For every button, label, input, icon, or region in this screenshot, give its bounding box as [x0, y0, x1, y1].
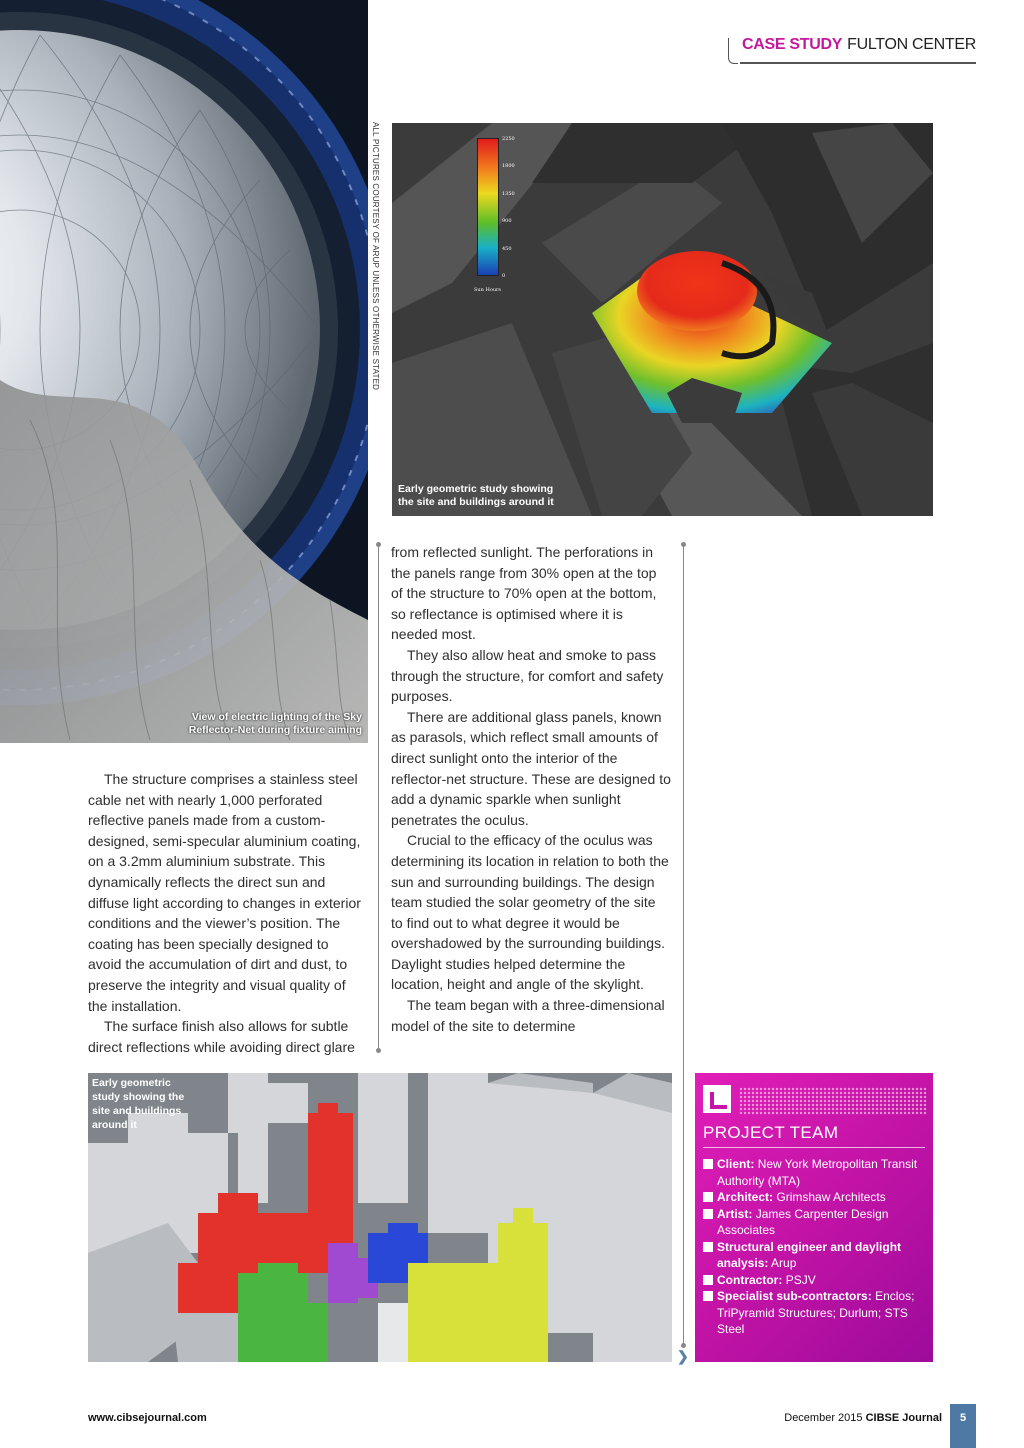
body-paragraph: The surface finish also allows for subtle direct reflections while avoiding direct glare: [88, 1018, 355, 1055]
city-render-caption: [92, 1076, 184, 1132]
legend-tick: 900: [502, 218, 512, 224]
dome-caption: [189, 711, 362, 737]
solar-map-image: [392, 123, 933, 516]
team-member: [703, 1189, 925, 1206]
dot-pattern: [739, 1087, 927, 1115]
team-role: Structural engineer and daylight analysis:: [717, 1239, 902, 1270]
continue-chevron-icon: ❯: [677, 1348, 689, 1364]
header-rule: [740, 62, 976, 64]
legend-tick: 2250: [502, 136, 515, 142]
dome-illustration: [0, 0, 368, 743]
project-team-list: [703, 1156, 925, 1338]
team-name: New York Metropolitan Transit Authority (MTA): [717, 1157, 918, 1188]
sun-hours-legend-bar: [477, 138, 499, 276]
footer-url[interactable]: www.cibsejournal.com: [88, 1412, 207, 1424]
body-paragraph: from reflected sunlight. The perforations in the panels range from 30% open at the top of the structure to 70% open at the bottom, so reflectance is optimised where it is needed most.: [391, 544, 657, 643]
legend-tick: 450: [502, 246, 512, 252]
body-column-middle: [391, 542, 671, 1036]
section-label: CASE STUDY: [742, 36, 843, 53]
dome-photo: [0, 0, 368, 743]
solar-caption-line: the site and buildings around it: [398, 496, 554, 508]
project-team-heading: PROJECT TEAM: [703, 1123, 925, 1148]
legend-tick: 1800: [502, 163, 515, 169]
footer-journal: CIBSE Journal: [865, 1412, 942, 1424]
team-name: PSJV: [785, 1272, 816, 1287]
photo-credit: [370, 122, 382, 391]
team-member: [703, 1288, 925, 1338]
solar-map-illustration: [392, 123, 933, 516]
legend-unit: Sun Hours: [474, 287, 502, 293]
column-divider: [378, 545, 379, 1050]
team-name: Grimshaw Architects: [776, 1190, 886, 1204]
body-column-left: [88, 769, 364, 1057]
section-header: [742, 36, 976, 54]
team-role: Artist:: [717, 1206, 753, 1221]
team-member: [703, 1206, 925, 1239]
team-role: Client:: [717, 1157, 755, 1171]
dome-caption-line: View of electric lighting of the Sky: [191, 711, 362, 723]
body-paragraph: The structure comprises a stainless steel cable net with nearly 1,000 perforated reflective panels made from a custom-designed, semi-specular aluminium coating, on a 3.2mm aluminium substrate. This dynamically reflects the direct sun and diffuse light according to changes in exterior conditions and the viewer’s position. The coating has been specially designed to avoid the accumulation of dirt and dust, to preserve the integrity and visual quality of the installation.: [88, 771, 361, 1014]
photo-credit-text: ALL PICTURES COURTESY OF ARUP UNLESS OTHERWISE STATED: [371, 122, 380, 391]
dome-caption-line: Reflector-Net during fixture aiming: [188, 724, 362, 736]
city-caption-line: around it: [92, 1119, 137, 1131]
cibse-logo-icon: [703, 1085, 731, 1113]
legend-tick: 1350: [502, 191, 515, 197]
article-title: FULTON CENTER: [847, 36, 976, 53]
body-paragraph: There are additional glass panels, known as parasols, which reflect small amounts of direct sunlight onto the interior of the reflector-net structure. These are designed to add a dynamic sparkle when sunlight penetrates the oculus.: [391, 708, 671, 828]
team-member: [703, 1272, 925, 1289]
team-role: Contractor:: [717, 1272, 783, 1287]
footer-issue: [784, 1412, 942, 1424]
city-caption-line: Early geometric: [92, 1077, 171, 1089]
team-name: Arup: [771, 1256, 797, 1270]
body-paragraph: The team began with a three-dimensional model of the site to determine: [391, 997, 665, 1034]
solar-map-caption: [398, 483, 554, 509]
team-role: Specialist sub-contractors:: [717, 1289, 872, 1303]
legend-tick: 0: [502, 273, 506, 279]
header-bracket: [728, 38, 738, 64]
team-role: Architect:: [717, 1190, 774, 1204]
footer-date: December 2015: [784, 1412, 863, 1424]
team-member: [703, 1156, 925, 1189]
page-number: 5: [950, 1404, 976, 1448]
city-caption-line: site and buildings: [92, 1105, 182, 1117]
project-team-box: [695, 1073, 933, 1362]
team-name: James Carpenter Design Associates: [717, 1206, 889, 1237]
body-paragraph: They also allow heat and smoke to pass through the structure, for comfort and safety purposes.: [391, 646, 664, 705]
column-divider: [683, 545, 684, 1345]
team-name: Enclos; TriPyramid Structures; Durlum; STS Steel: [717, 1289, 915, 1336]
city-render-image: [88, 1073, 672, 1362]
body-paragraph: Crucial to the efficacy of the oculus was determining its location in relation to both the sun and surrounding buildings. The design team studied the solar geometry of the site to find out to what degree it would be overshadowed by the surrounding buildings. Daylight studies helped determine the location, height and angle of the skylight.: [391, 832, 669, 993]
solar-caption-line: Early geometric study showing: [398, 483, 554, 495]
team-member: [703, 1239, 925, 1272]
city-caption-line: study showing the: [92, 1091, 185, 1103]
